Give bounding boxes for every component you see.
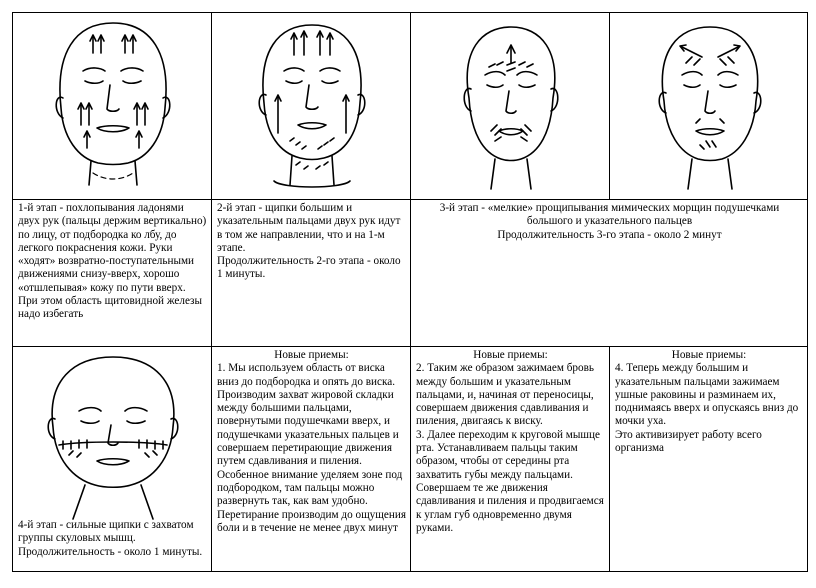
new-techniques-header: Новые приемы: [473,349,548,361]
illustration-cell-stage3-left [410,12,610,200]
stage1-description-cell [12,199,212,347]
face-illustration-stage3-left [411,13,610,200]
stage3-description-cell [410,199,808,347]
new-techniques-col3 [410,346,610,572]
stage4-duration: Продолжительность - около 1 минуты. [18,545,203,558]
technique-4: 4. Теперь между большим и указательным пальцами зажимаем ушные раковины и разминаем их, поднимаясь вверх и опускаясь вниз до мочки уха. [615,362,799,428]
stage4-description: 4-й этап - сильные щипки с захватом группы скуловых мышц. [18,519,194,545]
technique-1: 1. Мы используем область от виска вниз до подбородка и опять до виска. Производим захват жировой складки между большими пальцами, повернутыми подушечками вверх, и подушечками указательных пальцев и совершаем перетирающие движения путем сдавливания и пиления. Особенное внимание уделяем зоне под подбородком, там пальцы можно развернуть так, как вам удобно. [217,362,403,508]
stage3-description: 3-й этап - «мелкие» прощипывания мимических морщин подушечками большого и указательного пальцев [439,202,780,228]
illustration-cell-stage1 [12,12,212,200]
face-illustration-stage3-right [610,13,808,200]
stage4-text [13,519,212,559]
illustration-cell-stage2 [211,12,411,200]
stage2-description-cell [211,199,411,347]
technique-2: 2. Таким же образом зажимаем бровь между большим и указательным пальцами, и, начиная от переносицы, совершаем движения сдавливания и пиления, двигаясь к виску. [416,362,594,428]
stage3-duration: Продолжительность 3-го этапа - около 2 минут [497,228,722,241]
technique-4-note: Это активизирует работу всего организма [615,428,762,455]
face-illustration-stage4 [13,347,212,523]
new-techniques-header: Новые приемы: [274,349,349,361]
new-techniques-header: Новые приемы: [671,349,747,361]
technique-1-note: Перетирание производим до ощущения боли и в течение не менее двух минут [217,508,406,534]
technique-3: 3. Далее переходим к круговой мышце рта. Устанавливаем пальцы таким образом, чтобы от середины рта захватить губы между пальцами. Совершаем те же движения сдавливания и пиления и продвигаемся к углам губ одновременно двумя руками. [416,428,604,534]
new-techniques-col2 [211,346,411,572]
face-illustration-stage2 [212,13,411,200]
new-techniques-col4 [609,346,808,572]
stage1-description: 1-й этап - похлопывания ладонями двух рук (пальцы держим вертикально) по лицу, от подбородка ко лбу, до легкого покраснения кожи. Руки «ходят» возвратно-поступательными движениями снизу-вверх, хорошо «отшлепывая» кожу по пути вверх. При этом область щитовидной железы надо избегать [18,202,207,321]
face-illustration-stage1 [13,13,212,200]
stage2-duration: Продолжительность 2-го этапа - около 1 минуты. [217,255,401,281]
illustration-cell-stage3-right [609,12,808,200]
stage4-cell [12,346,212,572]
massage-stages-table [12,12,808,572]
stage2-description: 2-й этап - щипки большим и указательным пальцами двух рук идут в том же направлении, что и на 1-м этапе. [217,202,401,254]
